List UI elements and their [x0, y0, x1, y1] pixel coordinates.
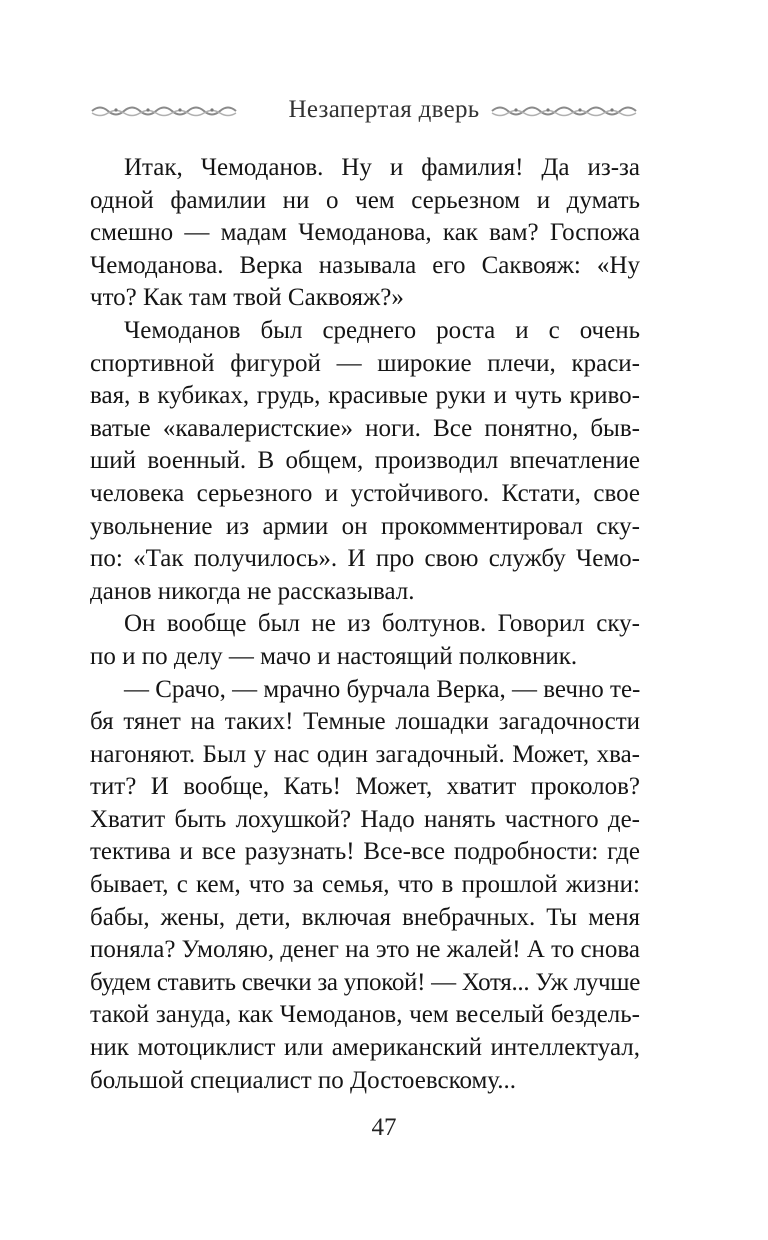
left-ornament-icon — [90, 100, 238, 120]
text-line: Итак, Чемоданов. Ну и фамилия! Да из-за — [124, 154, 640, 181]
text-line: вая, в кубиках, грудь, красивые руки и чуть криво- — [90, 382, 640, 410]
paragraph — [90, 315, 640, 608]
right-ornament-icon — [490, 100, 638, 120]
text-line: смешно — мадам Чемоданова, как вам? Госпожа — [90, 219, 640, 247]
running-header — [0, 92, 768, 128]
text-line: — Срачо, — мрачно бурчала Верка, — вечно те- — [124, 675, 641, 703]
running-title: Незапертая дверь — [288, 96, 480, 123]
text-line: что? Как там твой Саквояж?» — [90, 284, 404, 312]
text-line: большой специалист по Достоевскому... — [90, 1066, 517, 1094]
paragraph — [90, 608, 640, 673]
text-line: тит? И вообще, Кать! Может, хватит проколов? — [90, 773, 640, 801]
text-line: будем ставить свечки за упокой! — Хотя... Уж лучше — [90, 968, 640, 996]
text-line: по и по делу — мачо и настоящий полковник. — [90, 642, 578, 670]
text-line: ватые «кавалеристские» ноги. Все понятно, быв- — [90, 414, 640, 442]
paragraph — [90, 674, 640, 1098]
text-line: Хватит быть лохушкой? Надо нанять частного де- — [90, 805, 640, 833]
text-line: тектива и все разузнать! Все-все подробности: где — [90, 838, 640, 866]
text-line: Он вообще был не из болтунов. Говорил ску- — [124, 610, 640, 638]
text-line: такой зануда, как Чемоданов, чем веселый бездель- — [90, 1001, 640, 1029]
text-line: бабы, жены, дети, включая внебрачных. Ты меня — [90, 903, 640, 931]
text-line: одной фамилии ни о чем серьезном и думать — [90, 186, 640, 214]
text-line: Чемоданов был среднего роста и с очень — [124, 316, 640, 344]
text-line: спортивной фигурой — широкие плечи, краси- — [90, 349, 640, 377]
body-text — [90, 152, 640, 1097]
text-line: по: «Так получилось». И про свою службу Чемо- — [90, 545, 640, 573]
paragraph — [90, 152, 640, 315]
text-line: ник мотоциклист или американский интеллектуал, — [90, 1034, 640, 1062]
text-line: человека серьезного и устойчивого. Кстати, свое — [90, 479, 640, 507]
text-line: увольнение из армии он прокомментировал ску- — [90, 512, 640, 540]
page-number: 47 — [371, 1114, 397, 1141]
text-line: нагоняют. Был у нас один загадочный. Может, хва- — [90, 740, 640, 768]
text-line: бывает, с кем, что за семья, что в прошлой жизни: — [90, 871, 640, 899]
text-line: бя тянет на таких! Темные лошадки загадочности — [90, 708, 640, 736]
text-line: Чемоданова. Верка называла его Саквояж: «Ну — [90, 251, 640, 279]
text-line: ший военный. В общем, производил впечатление — [90, 447, 640, 475]
text-line: поняла? Умоляю, денег на это не жалей! А то снова — [90, 936, 640, 964]
text-line: данов никогда не рассказывал. — [90, 577, 415, 605]
